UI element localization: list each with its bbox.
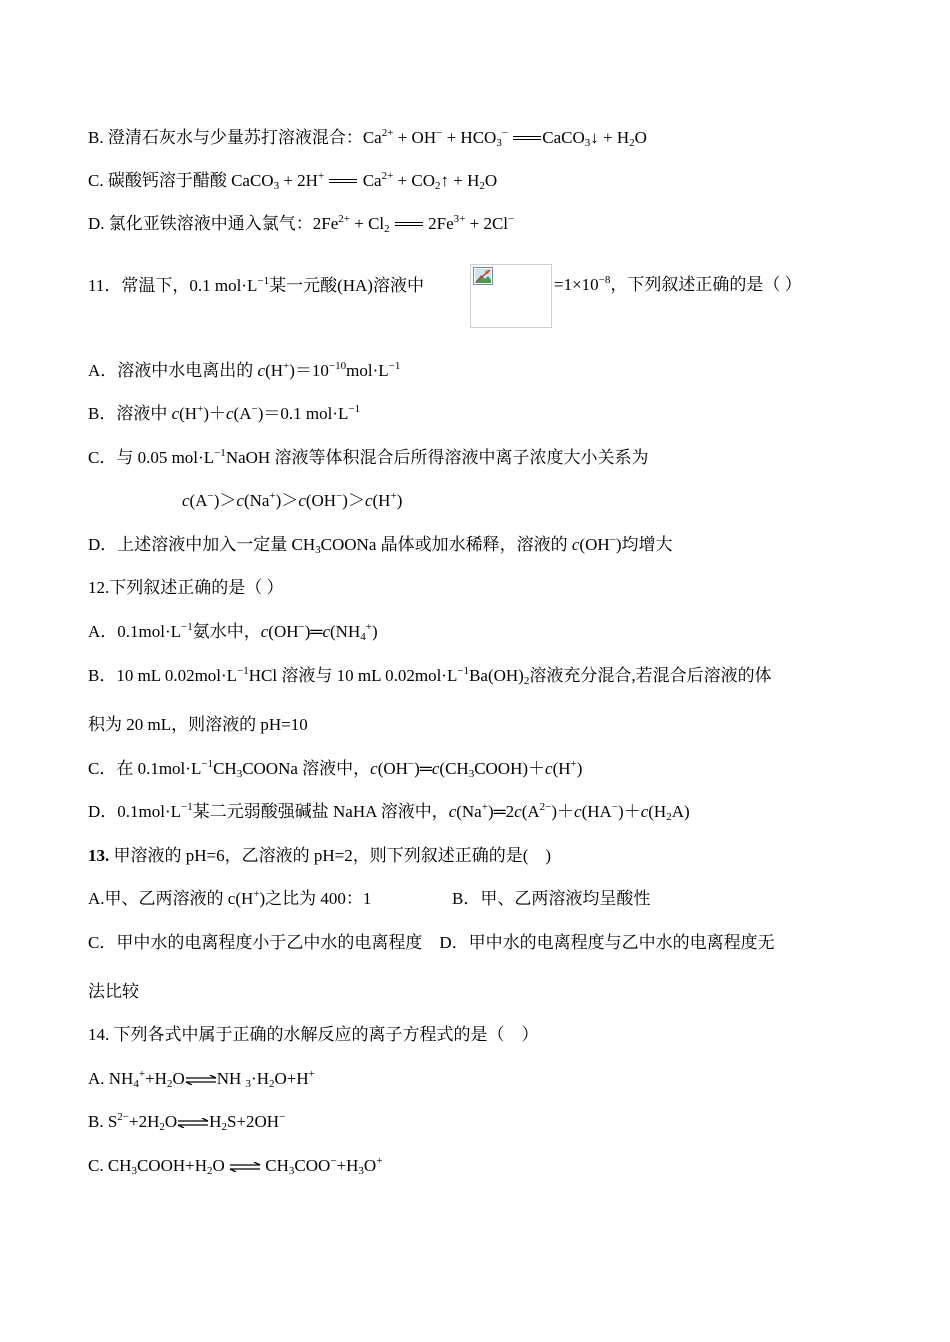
text: COONa 晶体或加水稀释，溶液的 — [320, 535, 572, 554]
reversible-arrow-icon — [177, 1118, 209, 1128]
text: D．0.1mol·L — [88, 802, 182, 821]
text: ) — [371, 622, 378, 641]
sup: − — [501, 127, 509, 139]
text: A.甲、乙两溶液的 c(H — [88, 889, 254, 908]
text: +H — [336, 1156, 359, 1175]
text: O — [212, 1156, 225, 1175]
sup: + — [269, 490, 276, 502]
equals-sign-icon — [394, 212, 424, 234]
sub: 2 — [384, 223, 390, 235]
text: CH — [213, 759, 237, 778]
sub: 2 — [479, 180, 485, 192]
text: D．上述溶液中加入一定量 CH — [88, 535, 316, 554]
text: HCl 溶液与 10 mL 0.02mol·L — [248, 666, 458, 685]
q10-option-b — [88, 127, 647, 149]
sup: −1 — [181, 621, 193, 633]
sub: 3 — [288, 1165, 295, 1177]
text: NH — [216, 1069, 246, 1088]
text: C. CH — [88, 1156, 132, 1175]
text: (OH — [377, 759, 408, 778]
text: c — [431, 759, 440, 778]
text: C．与 0.05 mol·L — [88, 448, 215, 467]
text: (H — [265, 361, 284, 380]
text: )＋ — [203, 404, 226, 423]
sup: + — [138, 1068, 146, 1080]
sup: 3+ — [453, 213, 466, 225]
text: ) — [396, 491, 403, 510]
q13-stem — [88, 845, 551, 867]
text: )＋ — [551, 802, 575, 821]
sup: + — [308, 1068, 315, 1080]
q12-option-c — [88, 758, 582, 780]
sup: 2− — [539, 801, 552, 813]
text: c — [182, 491, 190, 510]
sup: − — [298, 621, 305, 633]
text: )＞ — [275, 491, 299, 510]
sub: 2 — [207, 1165, 213, 1177]
text: O — [634, 128, 647, 147]
text: c — [571, 535, 580, 554]
text: B．甲、乙两溶液均呈酸性 — [452, 889, 651, 908]
sub: 3 — [273, 180, 280, 192]
text: B．溶液中 — [88, 404, 172, 423]
sup: −1 — [457, 665, 470, 677]
text: c — [225, 404, 234, 423]
text: Ca — [362, 171, 382, 190]
text: NaOH 溶液等体积混合后所得溶液中离子浓度大小关系为 — [225, 448, 649, 467]
text: (A — [521, 802, 540, 821]
text: COO — [294, 1156, 331, 1175]
text: CH — [261, 1156, 289, 1175]
sub: 2 — [268, 1078, 275, 1090]
sup: + — [317, 170, 325, 182]
text: (Na — [243, 491, 270, 510]
text: B. S — [88, 1112, 118, 1131]
text: (OH — [305, 491, 337, 510]
text: (H — [179, 404, 198, 423]
sup: − — [207, 490, 214, 502]
text: )＋ — [618, 802, 641, 821]
q14-option-c — [88, 1155, 382, 1177]
text: 法比较 — [88, 982, 139, 1001]
sub: 3 — [236, 768, 243, 780]
text: )═2 — [487, 802, 515, 821]
sup: + — [481, 801, 488, 813]
text: O — [484, 171, 498, 190]
text: c — [236, 491, 244, 510]
text: 某二元弱酸强碱盐 NaHA 溶液中， — [192, 802, 449, 821]
sup: − — [436, 127, 443, 139]
text: O+H — [274, 1069, 309, 1088]
equals-sign-icon — [328, 169, 358, 191]
text: c — [257, 361, 266, 380]
text: c — [298, 491, 306, 510]
text: + 2H — [279, 171, 318, 190]
q10-option-d — [88, 213, 514, 235]
text: 2Fe — [428, 214, 454, 233]
text: =1×10 — [554, 275, 599, 294]
sub: 4 — [133, 1078, 139, 1090]
sub: 3 — [584, 137, 591, 149]
text: (A — [189, 491, 208, 510]
text: +2H — [129, 1112, 160, 1131]
q10-option-c — [88, 170, 497, 192]
q14-option-b — [88, 1111, 285, 1133]
text: )＝10 — [289, 361, 329, 380]
sup: − — [407, 758, 415, 770]
text: CaCO — [542, 128, 585, 147]
sub: 3 — [131, 1165, 137, 1177]
sup: + — [253, 888, 260, 900]
text: c — [171, 404, 180, 423]
sup: − — [611, 801, 619, 813]
sup: + — [197, 403, 204, 415]
sub: 2 — [221, 1121, 227, 1133]
text: Ba(OH) — [469, 666, 524, 685]
q12-option-b-cont — [88, 714, 308, 736]
sup: 2+ — [338, 213, 350, 225]
text: ↓ + H — [590, 128, 630, 147]
text: COONa 溶液中， — [242, 759, 371, 778]
sub: 3 — [468, 768, 475, 780]
sup: − — [508, 213, 515, 225]
formula-image-placeholder — [470, 264, 552, 328]
q12-option-d — [88, 801, 690, 823]
text: (H — [372, 491, 391, 510]
text: c — [260, 622, 269, 641]
sub: 2 — [523, 675, 530, 687]
text: C．甲中水的电离程度小于乙中水的电离程度 D．甲中水的电离程度与乙中水的电离程度无 — [88, 933, 775, 952]
text: c — [370, 759, 378, 778]
text: A) — [671, 802, 690, 821]
sub: 3 — [245, 1078, 252, 1090]
q12-stem — [88, 577, 284, 599]
broken-image-icon — [473, 267, 493, 285]
sup: −1 — [214, 447, 226, 459]
sup: − — [336, 490, 343, 502]
sup: −1 — [181, 801, 193, 813]
q11-option-c — [88, 447, 648, 469]
text: (Na — [456, 802, 482, 821]
text: (OH — [579, 535, 610, 554]
text: )＝0.1 mol·L — [257, 404, 349, 423]
text: D. 氯化亚铁溶液中通入氯气：2Fe — [88, 214, 339, 233]
sup: + — [376, 1155, 383, 1167]
text: c — [364, 491, 373, 510]
sub: 2 — [435, 180, 441, 192]
q11-stem-tail — [554, 274, 802, 296]
sup: −1 — [388, 360, 401, 372]
text: (NH — [330, 622, 361, 641]
text: ↑ + H — [440, 171, 480, 190]
text: )均增大 — [615, 535, 673, 554]
sup: 2+ — [381, 170, 394, 182]
q11-option-c-relation — [182, 490, 402, 512]
q11-option-d — [88, 534, 673, 556]
text: 溶液充分混合,若混合后溶液的体 — [529, 666, 772, 685]
text: )═ — [414, 759, 432, 778]
text: 14. 下列各式中属于正确的水解反应的离子方程式的是（ ） — [88, 1025, 539, 1044]
sub: 3 — [496, 137, 502, 149]
q11-stem — [88, 275, 424, 297]
text: B．10 mL 0.02mol·L — [88, 666, 238, 685]
q13-options-cd — [88, 932, 775, 954]
text: c — [514, 802, 522, 821]
reversible-arrow-icon — [185, 1075, 217, 1085]
text: (A — [233, 404, 252, 423]
text: 积为 20 mL，则溶液的 pH=10 — [88, 715, 308, 734]
sub: 2 — [629, 137, 635, 149]
text: (HA — [581, 802, 612, 821]
text: (CH — [439, 759, 469, 778]
text: c — [574, 802, 582, 821]
text: C. 碳酸钙溶于醋酸 CaCO — [88, 171, 274, 190]
text: )═ — [304, 622, 323, 641]
text: 氨水中， — [192, 622, 261, 641]
text: COOH)＋ — [474, 759, 546, 778]
text: +H — [145, 1069, 167, 1088]
text: 甲溶液的 pH=6，乙溶液的 pH=2，则下列叙述正确的是( ) — [109, 846, 552, 865]
sup: −1 — [237, 665, 249, 677]
sup: −1 — [201, 758, 214, 770]
text: + OH — [393, 128, 437, 147]
sup: − — [609, 534, 616, 546]
text: 12.下列叙述正确的是（ ） — [88, 578, 284, 597]
sup: − — [251, 403, 258, 415]
q12-option-a — [88, 621, 378, 643]
sup: + — [570, 758, 577, 770]
q12-option-b — [88, 665, 772, 687]
text: c — [322, 622, 330, 641]
text: )＞ — [213, 491, 237, 510]
text: (H — [552, 759, 571, 778]
q14-option-a — [88, 1068, 315, 1090]
q13-options-ab — [88, 888, 371, 910]
sup: + — [283, 360, 290, 372]
text: ·H — [251, 1069, 269, 1088]
sup: −1 — [257, 275, 270, 287]
text: (OH — [268, 622, 299, 641]
sup: 2+ — [381, 127, 394, 139]
text: 某一元酸(HA)溶液中 — [269, 276, 424, 295]
text: H — [209, 1112, 222, 1131]
sup: − — [279, 1111, 286, 1123]
sup: −10 — [328, 360, 347, 372]
text: O — [164, 1112, 178, 1131]
text: A. NH — [88, 1069, 134, 1088]
sup: 2− — [117, 1111, 130, 1123]
q13-options-cd-cont — [88, 981, 139, 1003]
text: ) — [576, 759, 583, 778]
text: 13. — [88, 846, 110, 865]
text: c — [640, 802, 649, 821]
text: O — [172, 1069, 185, 1088]
sup: −8 — [598, 274, 611, 286]
q14-stem — [88, 1024, 539, 1046]
text: S+2OH — [226, 1112, 280, 1131]
q11-option-b — [88, 403, 360, 425]
text: + Cl — [350, 214, 385, 233]
reversible-arrow-icon — [229, 1162, 261, 1172]
equals-sign-icon — [512, 126, 542, 148]
q11-option-a — [88, 360, 400, 382]
text: + HCO — [442, 128, 497, 147]
sub: 2 — [166, 1078, 173, 1090]
text: ，下列叙述正确的是（ ） — [610, 275, 802, 294]
text: B. 澄清石灰水与少量苏打溶液混合：Ca — [88, 128, 382, 147]
text: A．溶液中水电离出的 — [88, 361, 258, 380]
sup: + — [365, 621, 372, 633]
text: 11．常温下，0.1 mol·L — [88, 276, 258, 295]
sup: −1 — [348, 403, 361, 415]
sup: + — [390, 490, 397, 502]
text: )＞ — [342, 491, 365, 510]
sub: 3 — [315, 544, 321, 556]
sub: 4 — [360, 631, 366, 643]
text: (H — [648, 802, 667, 821]
text: A．0.1mol·L — [88, 622, 182, 641]
text: c — [545, 759, 553, 778]
text: c — [448, 802, 457, 821]
text: + CO — [393, 171, 435, 190]
text: O — [363, 1156, 377, 1175]
text: C．在 0.1mol·L — [88, 759, 202, 778]
q13-option-b — [452, 888, 650, 910]
text: + 2Cl — [465, 214, 509, 233]
sup: − — [330, 1155, 337, 1167]
text: )之比为 400：1 — [259, 889, 372, 908]
sub: 3 — [358, 1165, 364, 1177]
text: mol·L — [346, 361, 389, 380]
sub: 2 — [159, 1121, 165, 1133]
sub: 2 — [666, 811, 672, 823]
text: COOH+H — [136, 1156, 208, 1175]
